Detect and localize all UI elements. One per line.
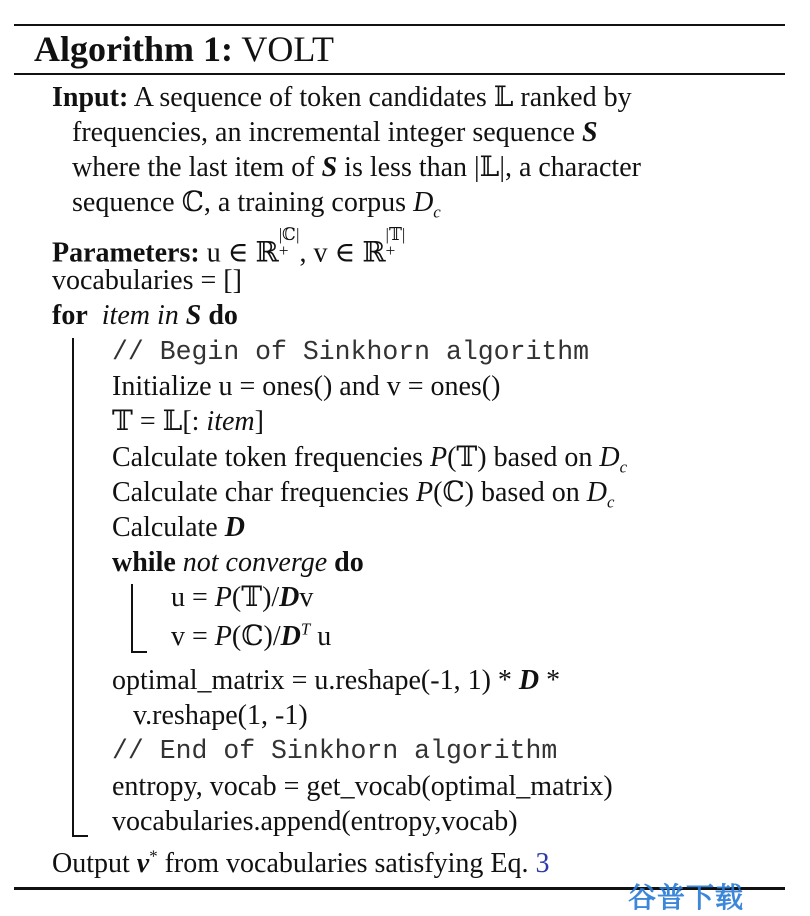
input-text-3b: is less than |𝕃|, a character [337,152,641,183]
while-do-keyword: do [334,547,364,578]
corpus-subscript: c [433,202,441,222]
corpus-symbol: D [413,187,434,218]
t-assign-a: 𝕋 = 𝕃[: [112,406,207,437]
v-star-sup: * [149,846,158,866]
algorithm-name: VOLT [241,29,334,69]
t-assign-item: item [206,406,255,437]
char-freq-a: Calculate char frequencies [112,477,416,508]
input-text-3a: where the last item of [72,152,322,183]
input-text-2: frequencies, an incremental integer sequence [72,117,582,148]
v-update-b: u [317,621,332,652]
for-line [52,298,238,333]
seq-s-symbol: S [185,300,202,331]
u-update-line [171,580,313,615]
transpose-sup: T [300,619,311,639]
token-freq-a: Calculate token frequencies [112,442,430,473]
char-freq-p: P [415,477,434,508]
optimal-matrix-line-1 [112,663,560,698]
equation-ref-link[interactable]: 3 [535,848,550,879]
matrix-d-symbol: D [224,512,245,543]
token-freq-line [112,440,627,475]
char-freq-arg: (ℂ) [433,477,474,508]
title-rule [14,73,785,75]
watermark-logo: 谷普下载 [628,881,745,914]
char-freq-d: D [586,477,607,508]
comment-begin: // Begin of Sinkhorn algorithm [112,337,590,367]
opt-line-a: optimal_matrix = u.reshape(-1, 1) * [112,665,519,696]
token-freq-sub: c [619,457,628,477]
while-line [112,545,364,580]
calc-d-line [112,510,245,545]
output-suffix: from vocabularies satisfying Eq. [157,848,536,879]
token-freq-b: based on [486,442,600,473]
seq-s-symbol: S [581,117,598,148]
char-freq-line [112,475,614,510]
t-assign-b: ] [254,406,264,437]
param-u-sub: + [278,240,289,260]
for-block-foot [72,835,88,837]
token-freq-p: P [429,442,448,473]
seq-s-symbol: S [321,152,338,183]
char-freq-b: based on [474,477,587,508]
while-keyword: while [112,547,176,578]
parameters-keyword: Parameters: [52,237,200,269]
output-prefix: Output [52,848,137,879]
top-rule [14,24,785,26]
matrix-d-symbol: D [279,582,300,613]
output-line [52,846,550,881]
u-update-arg: (𝕋)/ [231,582,280,613]
append-line: vocabularies.append(entropy,vocab) [112,806,518,837]
matrix-d-symbol: D [280,621,301,652]
param-u-sup: |ℂ| [278,225,300,244]
param-v-scripts [385,227,405,258]
v-star-symbol: v [136,848,150,879]
input-keyword: Input: [52,82,129,113]
u-update-a: u = [171,582,215,613]
while-condition: not converge [182,547,328,578]
entropy-line: entropy, vocab = get_vocab(optimal_matrix) [112,771,613,802]
vocab-init-line: vocabularies = [] [52,265,242,296]
param-u-scripts [279,227,300,258]
comment-end: // End of Sinkhorn algorithm [112,736,558,766]
optimal-matrix-line-2: v.reshape(1, -1) [133,700,308,731]
input-line-2 [72,115,598,150]
v-update-line [171,619,331,654]
algorithm-title [34,27,334,71]
t-assign-line [112,404,264,439]
v-update-a: v = [171,621,215,652]
u-update-b: v [299,582,314,613]
input-line-4 [72,185,441,220]
algorithm-label: Algorithm 1: [34,29,233,69]
char-freq-sub: c [607,492,615,512]
do-keyword: do [208,300,238,331]
while-block-foot [131,651,147,653]
u-update-p: P [214,582,232,613]
for-block-bar [72,338,74,836]
while-block-bar [131,584,133,652]
for-condition: item in [101,300,179,331]
matrix-d-symbol: D [518,665,540,696]
opt-line-b: * [539,665,561,696]
param-u: u ∈ ℝ [199,237,279,269]
param-v-sub: + [385,240,396,260]
input-text-4: sequence ℂ, a training corpus [72,187,414,218]
calc-d-a: Calculate [112,512,225,543]
param-v-sup: |𝕋| [385,225,406,244]
init-line: Initialize u = ones() and v = ones() [112,371,501,402]
param-v: , v ∈ ℝ [299,237,386,269]
v-update-p: P [214,621,232,652]
token-freq-d: D [599,442,620,473]
input-line-3 [72,150,641,185]
input-text-1: A sequence of token candidates 𝕃 ranked by [133,82,632,113]
v-update-arg: (ℂ)/ [231,621,281,652]
token-freq-arg: (𝕋) [447,442,487,473]
for-keyword: for [52,300,88,331]
input-line-1 [52,80,632,115]
